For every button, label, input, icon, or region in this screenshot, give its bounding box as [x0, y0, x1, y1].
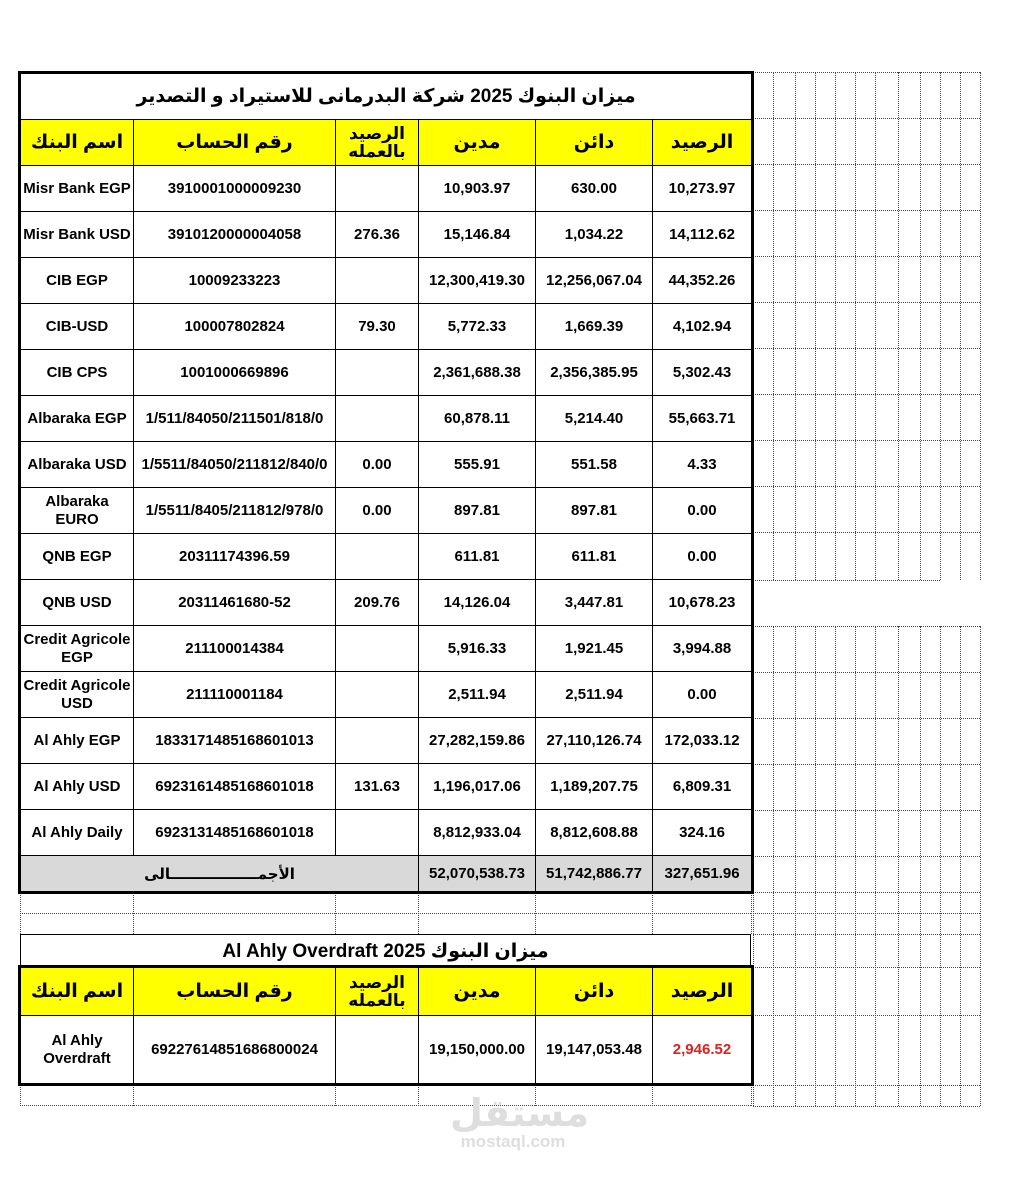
grid-line — [753, 892, 980, 893]
account-number-cell: 20311461680-52 — [134, 580, 336, 626]
currency-balance-cell — [336, 672, 419, 718]
grid-line — [133, 1085, 134, 1106]
grid-line — [753, 1085, 980, 1086]
grid-line — [835, 72, 836, 580]
total-balance: 327,651.96 — [653, 856, 752, 892]
grid-line — [753, 580, 940, 581]
balance-cell: 324.16 — [653, 810, 752, 856]
debit-cell: 15,146.84 — [419, 212, 536, 258]
table-row — [21, 488, 752, 534]
credit-cell: 27,110,126.74 — [536, 718, 653, 764]
account-number-cell: 211110001184 — [134, 672, 336, 718]
grid-line — [753, 626, 980, 627]
grid-line — [751, 892, 752, 934]
bank-name-cell: QNB USD — [21, 580, 134, 626]
account-number-cell: 20311174396.59 — [134, 534, 336, 580]
grid-line — [795, 626, 796, 1106]
grid-line — [20, 1085, 21, 1106]
grid-line — [753, 440, 980, 441]
grid-line — [773, 626, 774, 1106]
table-row — [21, 258, 752, 304]
table-row — [21, 534, 752, 580]
account-number-cell: 6923161485168601018 — [134, 764, 336, 810]
grid-line — [753, 348, 980, 349]
credit-cell: 1,921.45 — [536, 626, 653, 672]
grid-line — [980, 72, 981, 580]
account-number-cell: 1/5511/8405/211812/978/0 — [134, 488, 336, 534]
account-number-cell: 1/511/84050/211501/818/0 — [134, 396, 336, 442]
currency-balance-cell — [336, 1016, 419, 1084]
bank-name-cell: Misr Bank USD — [21, 212, 134, 258]
total-credit: 51,742,886.77 — [536, 856, 653, 892]
currency-balance-cell — [336, 626, 419, 672]
grid-line — [875, 72, 876, 580]
credit-cell: 19,147,053.48 — [536, 1016, 653, 1084]
balance-cell: 6,809.31 — [653, 764, 752, 810]
grid-line — [753, 210, 980, 211]
grid-line — [855, 626, 856, 1106]
balance-cell: 3,994.88 — [653, 626, 752, 672]
debit-cell: 60,878.11 — [419, 396, 536, 442]
currency-balance-cell — [336, 258, 419, 304]
debit-cell: 10,903.97 — [419, 166, 536, 212]
table-row — [21, 166, 752, 212]
table-row — [21, 1016, 752, 1084]
grid-line — [753, 718, 980, 719]
bank-name-cell: Misr Bank EGP — [21, 166, 134, 212]
balance-cell: 10,678.23 — [653, 580, 752, 626]
grid-line — [898, 72, 899, 580]
table-row — [21, 580, 752, 626]
grid-line — [815, 72, 816, 580]
header-currency-balance: الرصيد بالعمله — [336, 120, 419, 166]
header-credit: دائن — [536, 120, 653, 166]
bank-name-cell: CIB-USD — [21, 304, 134, 350]
credit-cell: 1,034.22 — [536, 212, 653, 258]
grid-line — [753, 764, 980, 765]
credit-cell: 630.00 — [536, 166, 653, 212]
watermark-site: mostaql.com — [460, 1132, 566, 1151]
account-number-cell: 211100014384 — [134, 626, 336, 672]
debit-cell: 2,511.94 — [419, 672, 536, 718]
table-row — [21, 212, 752, 258]
credit-cell: 1,189,207.75 — [536, 764, 653, 810]
grid-line — [940, 72, 941, 580]
bank-name-cell: QNB EGP — [21, 534, 134, 580]
bank-name-cell: Al Ahly Daily — [21, 810, 134, 856]
overdraft-table-title: Al Ahly Overdraft ميزان البنوك 2025 — [21, 935, 751, 968]
debit-cell: 8,812,933.04 — [419, 810, 536, 856]
debit-cell: 12,300,419.30 — [419, 258, 536, 304]
balance-cell: 4,102.94 — [653, 304, 752, 350]
balance-cell: 0.00 — [653, 534, 752, 580]
currency-balance-cell — [336, 350, 419, 396]
grid-line — [753, 856, 980, 857]
grid-line — [855, 72, 856, 580]
table-row — [21, 626, 752, 672]
balance-cell: 10,273.97 — [653, 166, 752, 212]
account-number-cell: 1833171485168601013 — [134, 718, 336, 764]
balance-cell: 2,946.52 — [653, 1016, 752, 1084]
balance-cell: 44,352.26 — [653, 258, 752, 304]
grid-line — [753, 532, 980, 533]
blank-row-line — [20, 913, 751, 914]
total-row — [21, 856, 752, 892]
currency-balance-cell: 79.30 — [336, 304, 419, 350]
grid-line — [960, 72, 961, 580]
od-header-currency-balance: الرصيد بالعمله — [336, 968, 419, 1016]
credit-cell: 2,356,385.95 — [536, 350, 653, 396]
currency-balance-cell: 0.00 — [336, 488, 419, 534]
grid-line — [753, 164, 980, 165]
grid-line — [753, 967, 980, 968]
grid-line — [753, 256, 980, 257]
blank-row-line — [20, 1105, 751, 1106]
od-header-balance: الرصيد — [653, 968, 752, 1016]
balance-cell: 0.00 — [653, 488, 752, 534]
bank-name-cell: Credit Agricole EGP — [21, 626, 134, 672]
balance-cell: 55,663.71 — [653, 396, 752, 442]
currency-balance-cell — [336, 810, 419, 856]
grid-line — [753, 72, 980, 73]
account-number-cell: 3910120000004058 — [134, 212, 336, 258]
account-number-cell: 69227614851686800024 — [134, 1016, 336, 1084]
table-row — [21, 764, 752, 810]
currency-balance-cell: 276.36 — [336, 212, 419, 258]
grid-line — [795, 72, 796, 580]
header-debit: مدين — [419, 120, 536, 166]
debit-cell: 897.81 — [419, 488, 536, 534]
credit-cell: 551.58 — [536, 442, 653, 488]
bank-name-cell: Al Ahly Overdraft — [21, 1016, 134, 1084]
credit-cell: 1,669.39 — [536, 304, 653, 350]
grid-line — [753, 1015, 980, 1016]
grid-line — [753, 672, 980, 673]
balance-cell: 172,033.12 — [653, 718, 752, 764]
currency-balance-cell — [336, 396, 419, 442]
table-title: ميزان البنوك 2025 شركة البدرمانى للاستيراد و التصدير — [21, 74, 752, 120]
header-bank-name: اسم البنك — [21, 120, 134, 166]
account-number-cell: 6923131485168601018 — [134, 810, 336, 856]
grid-line — [753, 810, 980, 811]
credit-cell: 3,447.81 — [536, 580, 653, 626]
header-balance: الرصيد — [653, 120, 752, 166]
od-header-debit: مدين — [419, 968, 536, 1016]
grid-line — [753, 486, 980, 487]
grid-line — [875, 626, 876, 1106]
bank-name-cell: Credit Agricole USD — [21, 672, 134, 718]
credit-cell: 8,812,608.88 — [536, 810, 653, 856]
mostaql-watermark — [450, 1091, 589, 1152]
grid-line — [980, 626, 981, 1106]
grid-line — [753, 394, 980, 395]
bank-name-cell: CIB EGP — [21, 258, 134, 304]
grid-line — [773, 72, 774, 580]
bank-name-cell: Al Ahly EGP — [21, 718, 134, 764]
credit-cell: 611.81 — [536, 534, 653, 580]
bank-balance-table — [20, 73, 752, 892]
grid-line — [753, 302, 980, 303]
table-row — [21, 718, 752, 764]
grid-line — [920, 72, 921, 580]
od-header-credit: دائن — [536, 968, 653, 1016]
balance-cell: 4.33 — [653, 442, 752, 488]
grid-line — [753, 626, 754, 1106]
debit-cell: 611.81 — [419, 534, 536, 580]
balance-cell: 5,302.43 — [653, 350, 752, 396]
grid-line — [835, 626, 836, 1106]
account-number-cell: 1001000669896 — [134, 350, 336, 396]
grid-line — [960, 626, 961, 1106]
debit-cell: 19,150,000.00 — [419, 1016, 536, 1084]
grid-line — [940, 626, 941, 1106]
debit-cell: 1,196,017.06 — [419, 764, 536, 810]
table-row — [21, 442, 752, 488]
account-number-cell: 10009233223 — [134, 258, 336, 304]
overdraft-title-table — [20, 934, 751, 968]
grid-line — [418, 1085, 419, 1106]
bank-name-cell: Albaraka USD — [21, 442, 134, 488]
total-debit: 52,070,538.73 — [419, 856, 536, 892]
grid-line — [751, 1085, 752, 1106]
currency-balance-cell — [336, 718, 419, 764]
debit-cell: 14,126.04 — [419, 580, 536, 626]
debit-cell: 5,916.33 — [419, 626, 536, 672]
grid-line — [652, 1085, 653, 1106]
watermark-logo: مستقل — [450, 1091, 589, 1135]
grid-line — [335, 1085, 336, 1106]
credit-cell: 897.81 — [536, 488, 653, 534]
account-number-cell: 100007802824 — [134, 304, 336, 350]
credit-cell: 2,511.94 — [536, 672, 653, 718]
grid-line — [753, 1106, 980, 1107]
bank-name-cell: Albaraka EGP — [21, 396, 134, 442]
table-row — [21, 672, 752, 718]
currency-balance-cell: 131.63 — [336, 764, 419, 810]
bank-name-cell: Al Ahly USD — [21, 764, 134, 810]
debit-cell: 27,282,159.86 — [419, 718, 536, 764]
currency-balance-cell: 0.00 — [336, 442, 419, 488]
grid-line — [753, 913, 980, 914]
grid-line — [753, 934, 980, 935]
account-number-cell: 3910001000009230 — [134, 166, 336, 212]
grid-line — [815, 626, 816, 1106]
table-row — [21, 396, 752, 442]
currency-balance-cell: 209.76 — [336, 580, 419, 626]
grid-line — [920, 626, 921, 1106]
currency-balance-cell — [336, 166, 419, 212]
bank-name-cell: CIB CPS — [21, 350, 134, 396]
credit-cell: 5,214.40 — [536, 396, 653, 442]
bank-name-cell: Albaraka EURO — [21, 488, 134, 534]
total-label: الأجمـــــــــــــــــالى — [21, 856, 419, 892]
table-row — [21, 350, 752, 396]
table-row — [21, 810, 752, 856]
currency-balance-cell — [336, 534, 419, 580]
table-row — [21, 304, 752, 350]
grid-line — [753, 72, 754, 580]
grid-line — [898, 626, 899, 1106]
header-account-number: رقم الحساب — [134, 120, 336, 166]
od-header-bank-name: اسم البنك — [21, 968, 134, 1016]
debit-cell: 2,361,688.38 — [419, 350, 536, 396]
od-header-account-number: رقم الحساب — [134, 968, 336, 1016]
credit-cell: 12,256,067.04 — [536, 258, 653, 304]
account-number-cell: 1/5511/84050/211812/840/0 — [134, 442, 336, 488]
overdraft-table — [20, 967, 752, 1084]
balance-cell: 0.00 — [653, 672, 752, 718]
balance-cell: 14,112.62 — [653, 212, 752, 258]
debit-cell: 5,772.33 — [419, 304, 536, 350]
debit-cell: 555.91 — [419, 442, 536, 488]
grid-line — [753, 118, 980, 119]
